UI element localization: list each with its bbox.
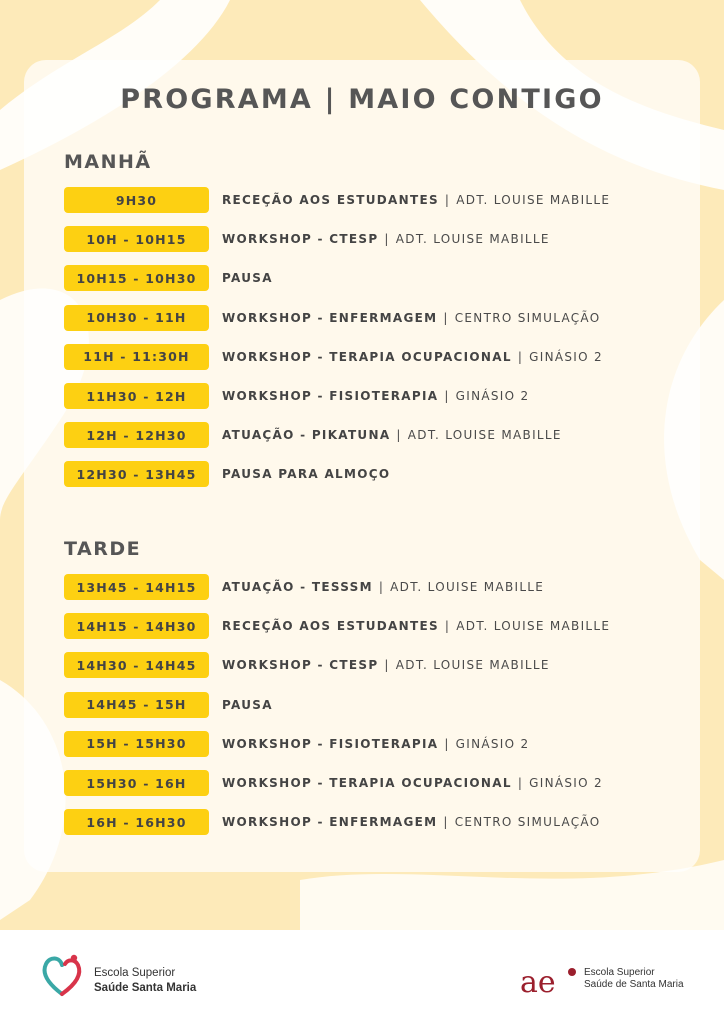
schedule-row (64, 305, 600, 331)
separator: | (443, 310, 449, 325)
activity-name: RECEÇÃO AOS ESTUDANTES (222, 193, 439, 207)
time-badge: 10H30 - 11H (64, 305, 209, 331)
schedule-row (64, 461, 390, 487)
activity-text (222, 467, 390, 481)
activity-text (222, 737, 529, 751)
separator: | (517, 776, 524, 790)
right-logo-line1: Escola Superior (584, 967, 655, 978)
schedule-row (64, 770, 603, 796)
time-badge: 9H30 (64, 187, 209, 213)
right-logo-line2: Saúde de Santa Maria (584, 979, 684, 990)
schedule-row (64, 574, 544, 600)
activity-name: WORKSHOP - ENFERMAGEM (222, 815, 438, 830)
activity-location: GINÁSIO 2 (529, 349, 603, 364)
activity-name: ATUAÇÃO - PIKATUNA (222, 428, 391, 443)
activity-name: WORKSHOP - CTESP (222, 658, 379, 673)
separator: | (444, 619, 451, 634)
time-badge: 15H - 15H30 (64, 731, 209, 757)
time-badge: 10H15 - 10H30 (64, 265, 209, 291)
activity-name: PAUSA (222, 697, 273, 712)
activity-name: WORKSHOP - TERAPIA OCUPACIONAL (222, 776, 512, 790)
separator: | (444, 389, 450, 403)
time-badge: 12H - 12H30 (64, 422, 209, 448)
activity-name: WORKSHOP - CTESP (222, 232, 379, 247)
section-label-afternoon: TARDE (64, 538, 142, 560)
activity-name: ATUAÇÃO - TESSSM (222, 580, 373, 594)
activity-location: ADT. LOUISE MABILLE (407, 428, 562, 443)
activity-location: GINÁSIO 2 (455, 389, 530, 403)
activity-location: ADT. LOUISE MABILLE (395, 232, 550, 247)
separator: | (384, 658, 390, 673)
time-badge: 12H30 - 13H45 (64, 461, 209, 487)
separator: | (444, 736, 450, 751)
schedule-row (64, 344, 603, 370)
separator: | (517, 349, 524, 364)
right-logo-text (584, 967, 684, 991)
activity-name: WORKSHOP - ENFERMAGEM (222, 310, 438, 325)
time-badge: 14H45 - 15H (64, 692, 209, 718)
activity-text (222, 350, 603, 364)
activity-text (222, 776, 603, 790)
time-badge: 16H - 16H30 (64, 809, 209, 835)
school-logo-right (520, 962, 700, 998)
schedule-row (64, 422, 562, 448)
time-badge: 10H - 10H15 (64, 226, 209, 252)
schedule-row (64, 652, 550, 678)
schedule-row (64, 383, 529, 409)
activity-text (222, 698, 273, 712)
svg-text:ae: ae (520, 965, 556, 998)
schedule-row (64, 226, 550, 252)
page-title: PROGRAMA | MAIO CONTIGO (120, 84, 604, 115)
activity-text (222, 815, 600, 829)
left-logo-line1: Escola Superior (94, 967, 176, 979)
activity-text (222, 232, 550, 246)
heart-logo-icon (40, 952, 88, 998)
ae-monogram-icon (520, 962, 580, 998)
separator: | (384, 232, 390, 247)
schedule-row (64, 187, 610, 213)
separator: | (443, 815, 449, 830)
activity-name: RECEÇÃO AOS ESTUDANTES (222, 619, 439, 634)
activity-location: GINÁSIO 2 (455, 736, 530, 751)
left-logo-line2: Saúde Santa Maria (94, 982, 197, 994)
activity-location: CENTRO SIMULAÇÃO (454, 310, 601, 325)
activity-text (222, 580, 544, 594)
time-badge: 15H30 - 16H (64, 770, 209, 796)
schedule-row (64, 265, 273, 291)
time-badge: 11H - 11:30H (64, 344, 209, 370)
activity-name: PAUSA (222, 271, 273, 286)
activity-location: ADT. LOUISE MABILLE (395, 658, 550, 673)
activity-location: ADT. LOUISE MABILLE (456, 619, 611, 634)
activity-name: WORKSHOP - FISIOTERAPIA (222, 736, 439, 751)
time-badge: 14H15 - 14H30 (64, 613, 209, 639)
activity-text (222, 619, 610, 633)
section-label-morning: MANHÃ (64, 151, 152, 173)
activity-text (222, 271, 273, 285)
separator: | (444, 193, 451, 207)
activity-text (222, 311, 600, 325)
time-badge: 11H30 - 12H (64, 383, 209, 409)
activity-text (222, 193, 610, 207)
activity-name: PAUSA PARA ALMOÇO (222, 467, 391, 482)
activity-name: WORKSHOP - TERAPIA OCUPACIONAL (222, 349, 512, 364)
separator: | (396, 428, 402, 443)
activity-text (222, 389, 529, 403)
time-badge: 14H30 - 14H45 (64, 652, 209, 678)
activity-name: WORKSHOP - FISIOTERAPIA (222, 389, 439, 403)
activity-location: ADT. LOUISE MABILLE (456, 193, 611, 207)
activity-location: CENTRO SIMULAÇÃO (454, 815, 601, 830)
schedule-row (64, 731, 529, 757)
activity-text (222, 658, 550, 672)
schedule-row (64, 613, 610, 639)
left-logo-text (94, 966, 196, 996)
schedule-row (64, 692, 273, 718)
schedule-row (64, 809, 600, 835)
activity-location: GINÁSIO 2 (529, 776, 603, 790)
separator: | (378, 580, 385, 594)
activity-location: ADT. LOUISE MABILLE (390, 580, 545, 594)
school-logo-left (40, 952, 250, 998)
time-badge: 13H45 - 14H15 (64, 574, 209, 600)
activity-text (222, 428, 562, 442)
